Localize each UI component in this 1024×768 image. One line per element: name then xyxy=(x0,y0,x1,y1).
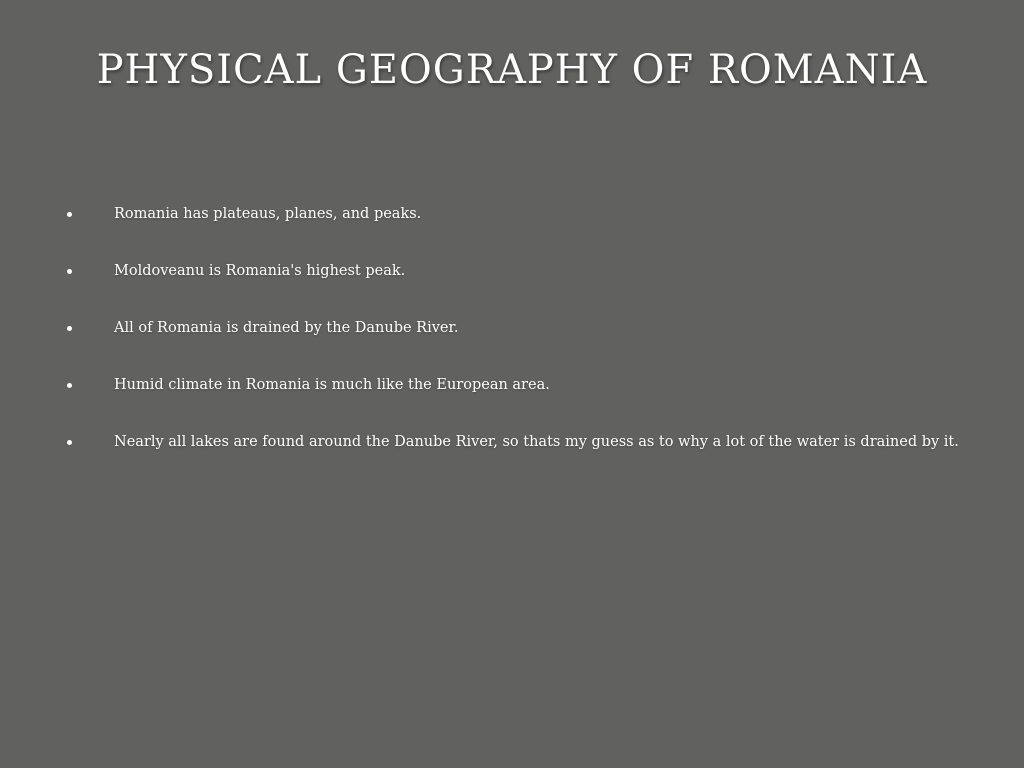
bullet-text: Nearly all lakes are found around the Danube River, so thats my guess as to why a lot of the water is drained by it. xyxy=(114,434,959,450)
bullet-item xyxy=(0,200,1024,257)
bullet-item xyxy=(0,371,1024,428)
bullet-dot-icon xyxy=(67,212,72,217)
slide-title: PHYSICAL GEOGRAPHY OF ROMANIA xyxy=(96,47,928,93)
bullet-item xyxy=(0,314,1024,371)
bullet-text: All of Romania is drained by the Danube River. xyxy=(114,320,459,336)
bullet-text: Moldoveanu is Romania's highest peak. xyxy=(114,263,406,279)
bullet-dot-icon xyxy=(67,269,72,274)
bullet-item xyxy=(0,257,1024,314)
bullet-dot-icon xyxy=(67,440,72,445)
bullet-list xyxy=(0,200,1024,485)
bullet-dot-icon xyxy=(67,383,72,388)
bullet-text: Romania has plateaus, planes, and peaks. xyxy=(114,206,422,222)
bullet-dot-icon xyxy=(67,326,72,331)
bullet-text: Humid climate in Romania is much like the European area. xyxy=(114,377,550,393)
bullet-item xyxy=(0,428,1024,485)
